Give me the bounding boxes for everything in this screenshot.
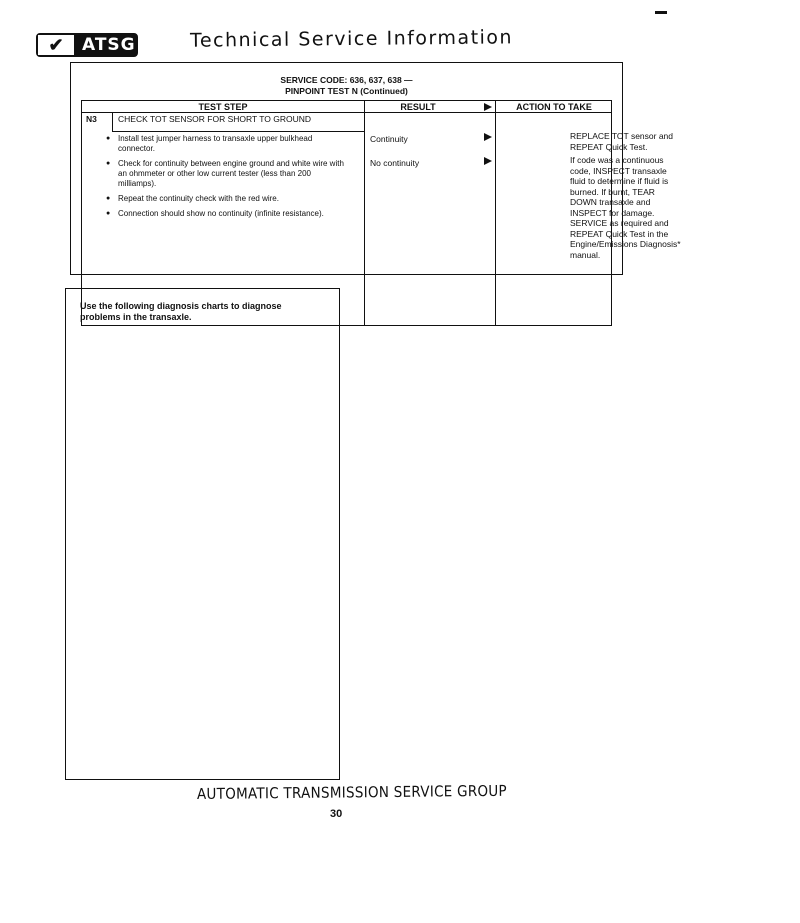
diagnosis-note-box — [65, 288, 340, 780]
diagnosis-note: Use the following diagnosis charts to diagnose problems in the transaxle. — [80, 301, 282, 322]
service-code-heading — [71, 75, 622, 97]
footer-organization: AUTOMATIC TRANSMISSION SERVICE GROUP — [196, 781, 508, 803]
checkmark-icon: ✔ — [38, 35, 76, 55]
logo-text: ATSG — [82, 35, 136, 55]
list-item: ● Repeat the continuity check with the red wire. — [106, 194, 346, 204]
page-number: 30 — [330, 808, 343, 820]
atsg-logo — [36, 33, 138, 57]
column-header-action: ACTION TO TAKE — [516, 102, 592, 112]
list-item: ● Install test jumper harness to transaxle upper bulkhead connector. — [106, 134, 346, 154]
column-header-test-step: TEST STEP — [198, 102, 248, 112]
arrow-icon — [484, 103, 492, 111]
list-item: ● Check for continuity between engine ground and white wire with an ohmmeter or other low current tester (less than 200 milliamps). — [106, 159, 346, 189]
column-header-result: RESULT — [400, 102, 436, 112]
arrow-icon — [484, 133, 492, 141]
service-code-line: SERVICE CODE: 636, 637, 638 — — [280, 75, 413, 85]
pinpoint-test-line: PINPOINT TEST N (Continued) — [285, 86, 408, 96]
arrow-icon — [484, 157, 492, 165]
action-continuity: REPLACE TOT sensor and REPEAT Quick Test. — [570, 131, 673, 152]
service-code-box — [70, 62, 681, 275]
corner-dash — [655, 11, 667, 14]
result-continuity: Continuity — [370, 134, 408, 144]
test-step-list — [106, 134, 346, 224]
step-id: N3 — [86, 114, 97, 124]
result-no-continuity: No continuity — [370, 158, 420, 168]
step-title: CHECK TOT SENSOR FOR SHORT TO GROUND — [118, 114, 312, 124]
page-title: Technical Service Information — [189, 26, 514, 52]
list-item: ● Connection should show no continuity (infinite resistance). — [106, 209, 346, 219]
action-no-continuity: If code was a continuous code, INSPECT transaxle fluid to determine if fluid is burned. If burnt, TEAR DOWN transaxle and INSPECT for damage. SERVICE as required and REPEAT Quick Test in the Engine/Emissions Diagnosis* manual. — [570, 155, 681, 260]
